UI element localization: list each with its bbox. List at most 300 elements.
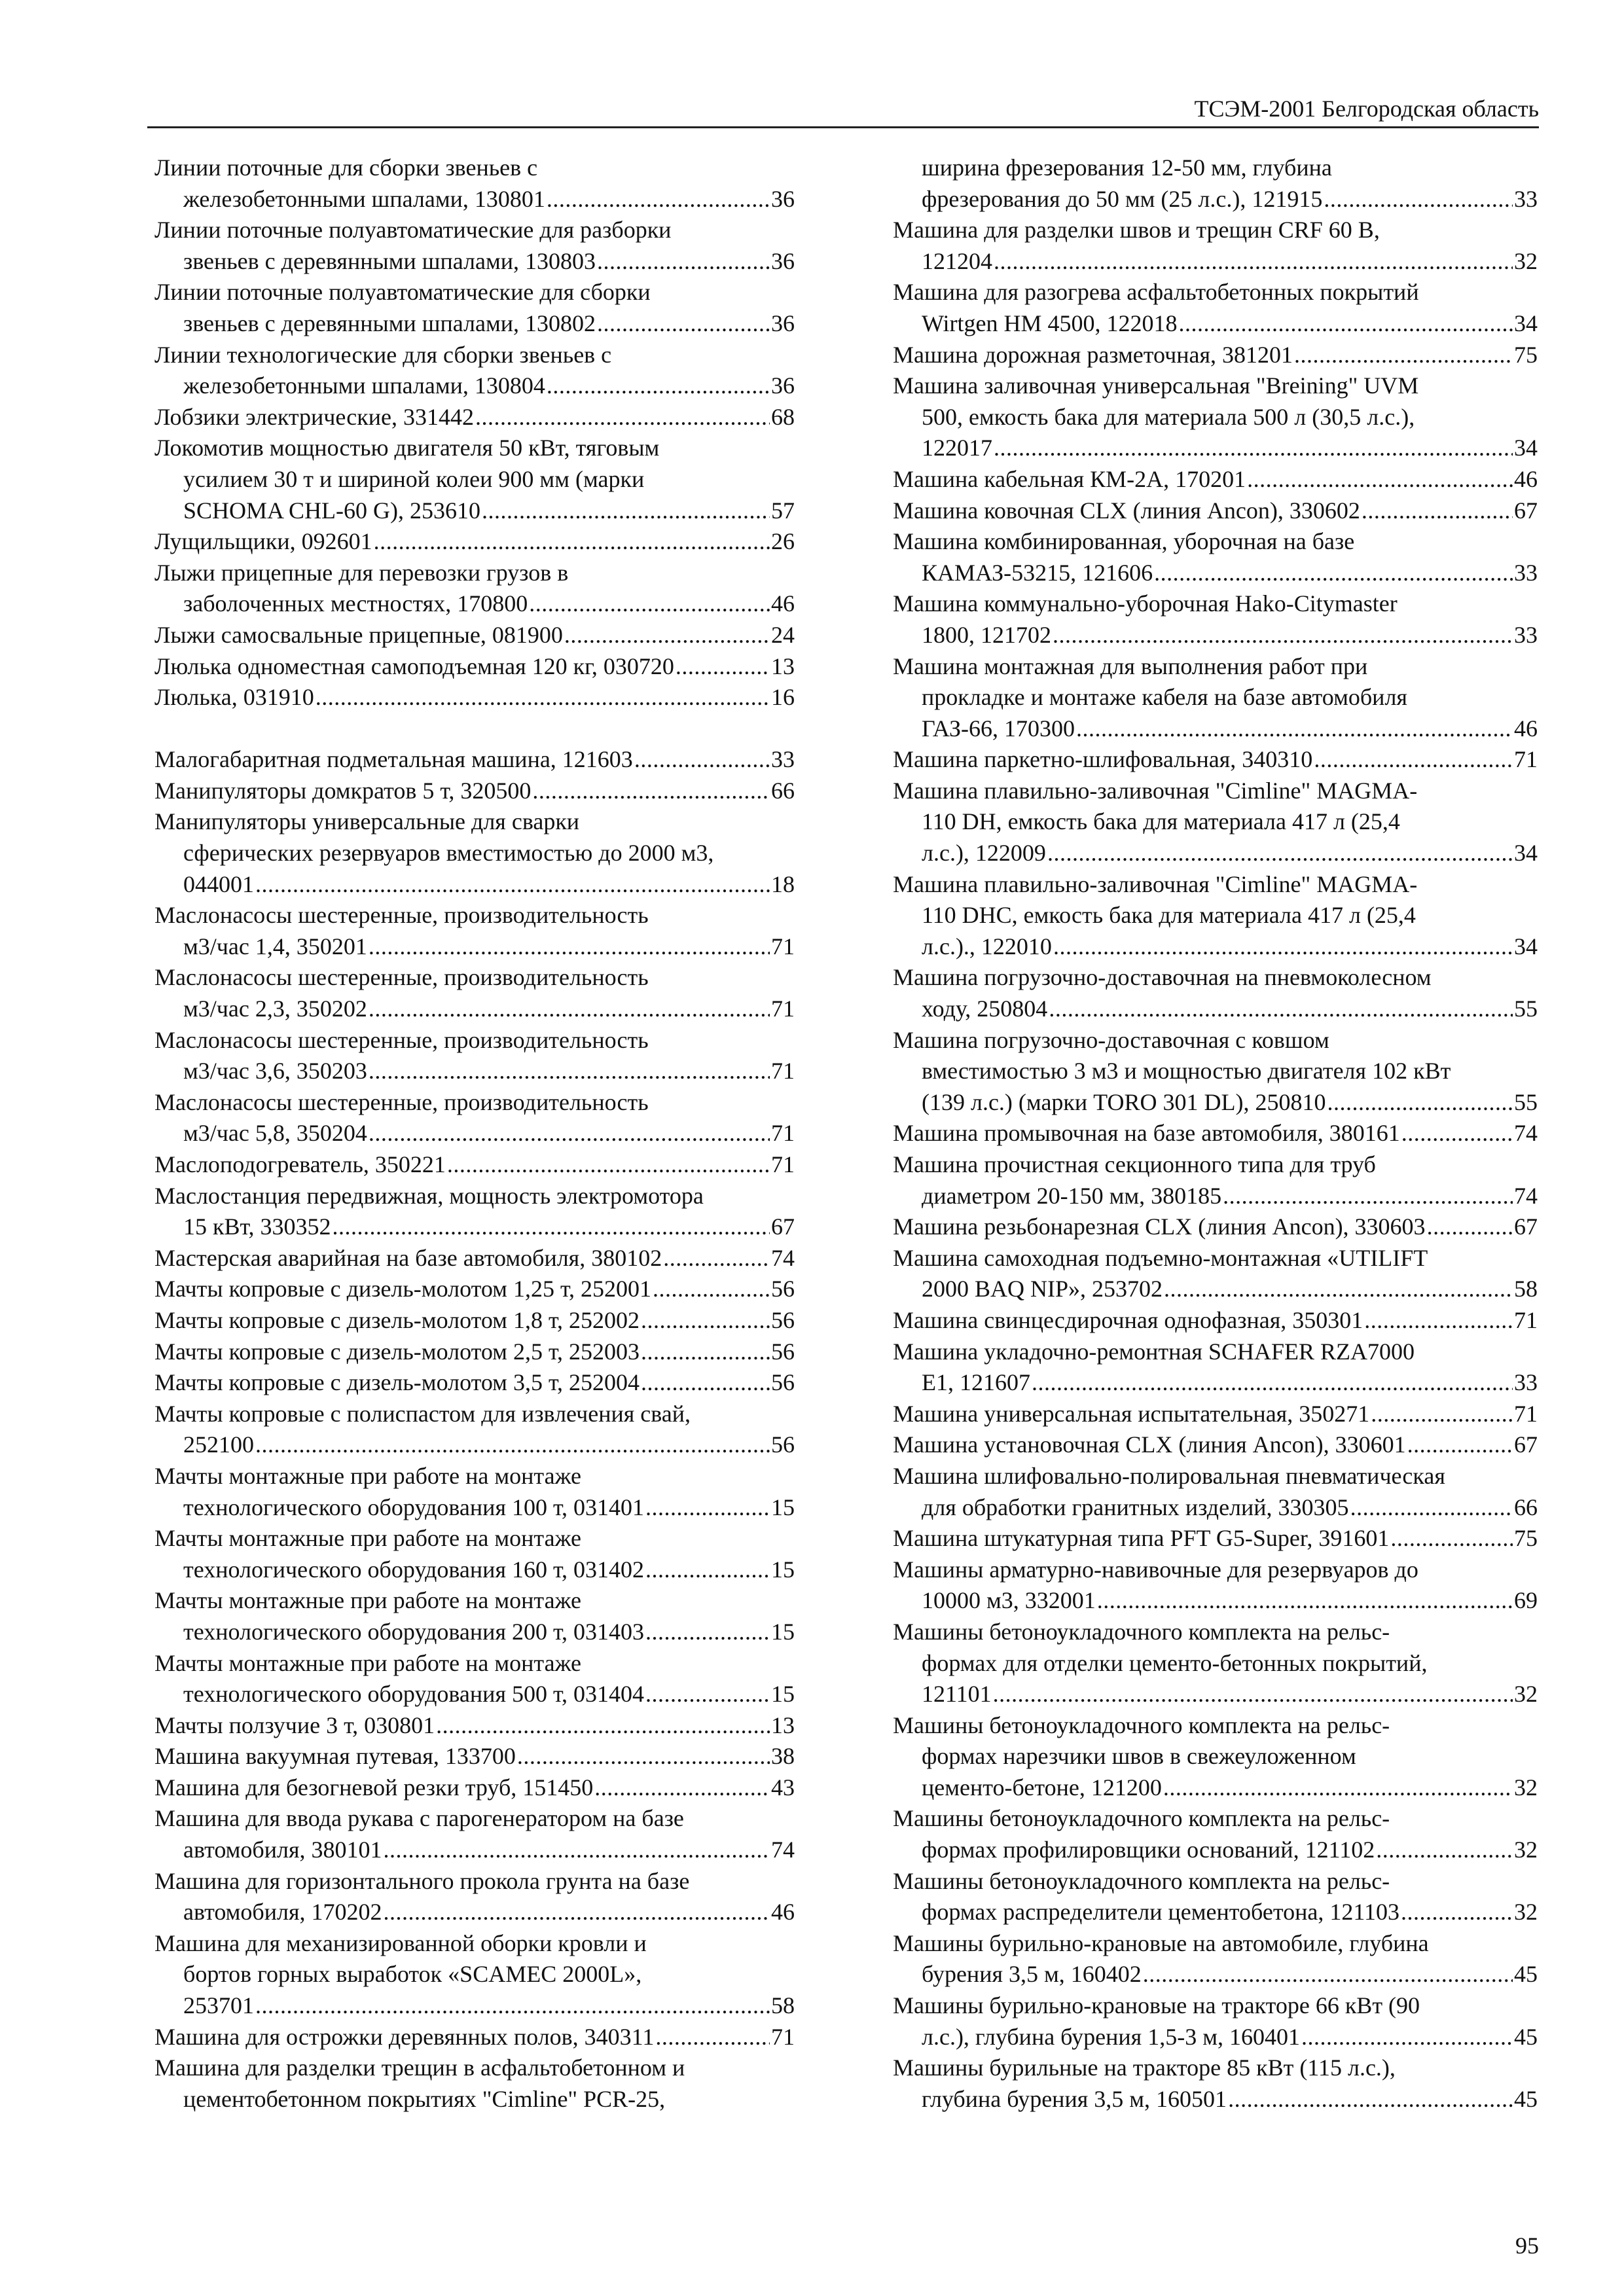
entry-leader-line: [893, 558, 1538, 589]
entry-page-number: 56: [771, 1369, 795, 1396]
entry-page-number: 32: [1514, 1899, 1538, 1926]
entry-title: м3/час 1,4, 350201: [183, 933, 367, 960]
index-entry: [154, 433, 795, 526]
dot-leader: [994, 246, 1513, 278]
entry-title: 121101: [922, 1681, 992, 1708]
dot-leader: [547, 184, 770, 215]
index-entry: [893, 370, 1538, 464]
entry-text-line: Машины бетоноукладочного комплекта на рельс-: [893, 1712, 1390, 1738]
entry-page-number: 58: [771, 1992, 795, 2019]
index-column-left: [154, 152, 795, 2115]
index-entry: [893, 1399, 1538, 1430]
dot-leader: [547, 370, 770, 402]
entry-leader-line: [893, 931, 1538, 963]
index-entry: [893, 526, 1538, 588]
entry-page-number: 56: [771, 1338, 795, 1365]
entry-page-number: 32: [1514, 247, 1538, 274]
entry-page-number: 58: [1514, 1276, 1538, 1302]
entry-page-number: 33: [1514, 185, 1538, 212]
entry-leader-line: [154, 931, 795, 963]
dot-leader: [255, 1429, 770, 1461]
index-entry: [893, 152, 1538, 215]
entry-title: ходу, 250804: [922, 996, 1048, 1022]
entry-page-number: 15: [771, 1618, 795, 1645]
entry-page-number: 32: [1514, 1681, 1538, 1708]
entry-title: бурения 3,5 м, 160402: [922, 1961, 1142, 1988]
entry-leader-line: [893, 1897, 1538, 1928]
dot-leader: [564, 620, 770, 651]
index-entry: [893, 1866, 1538, 1928]
dot-leader: [641, 1367, 770, 1399]
entry-leader-line: [893, 1492, 1538, 1524]
index-entry: [154, 1928, 795, 2022]
header-title: ТСЭМ-2001 Белгородская область: [1194, 96, 1539, 122]
entry-leader-line: [154, 526, 795, 558]
index-entry: [154, 1367, 795, 1399]
entry-leader-line: [893, 1959, 1538, 1990]
letter-section-gap: [154, 713, 795, 745]
entry-page-number: 69: [1514, 1587, 1538, 1614]
entry-leader-line: [893, 1367, 1538, 1399]
dot-leader: [1371, 1399, 1513, 1430]
entry-leader-line: [893, 620, 1538, 651]
dot-leader: [663, 1243, 770, 1274]
entry-leader-line: [154, 495, 795, 527]
index-entry: [154, 152, 795, 215]
entry-leader-line: [154, 184, 795, 215]
index-entry: [154, 1803, 795, 1865]
dot-leader: [645, 1679, 770, 1710]
entry-text-line: бортов горных выработок «SCAMEC 2000L»,: [183, 1961, 642, 1988]
entry-text-line: формах для отделки цементо-бетонных покрытий,: [922, 1649, 1428, 1676]
entry-title: Машина дорожная разметочная, 381201: [893, 341, 1293, 368]
entry-title: глубина бурения 3,5 м, 160501: [922, 2085, 1227, 2112]
entry-title: Лобзики электрические, 331442: [154, 403, 474, 430]
entry-leader-line: [154, 1305, 795, 1336]
entry-text-line: Машина для разогрева асфальтобетонных покрытий: [893, 279, 1419, 306]
entry-title: Машина свинцесдирочная однофазная, 350301: [893, 1306, 1363, 1333]
entry-title: цементо-бетоне, 121200: [922, 1774, 1162, 1801]
entry-text-line: усилием 30 т и шириной колеи 900 мм (марки: [183, 465, 645, 492]
index-entry: [154, 2053, 795, 2115]
dot-leader: [676, 651, 770, 683]
entry-title: Машина штукатурная типа PFT G5-Super, 391601: [893, 1525, 1390, 1552]
entry-page-number: 71: [771, 996, 795, 1022]
entry-title: 122017: [922, 435, 992, 461]
index-entry: [893, 869, 1538, 963]
entry-title: 044001: [183, 870, 254, 897]
entry-text-line: Машина самоходная подъемно-монтажная «UTILIFT: [893, 1244, 1428, 1271]
entry-text-line: Машины бурильно-крановые на тракторе 66 кВт (90: [893, 1992, 1420, 2019]
entry-title: Мастерская аварийная на базе автомобиля, 380102: [154, 1244, 662, 1271]
entry-title: заболоченных местностях, 170800: [183, 590, 528, 617]
entry-title: 1800, 121702: [922, 621, 1051, 648]
index-entry: [893, 588, 1538, 651]
entry-leader-line: [893, 1087, 1538, 1119]
entry-page-number: 34: [1514, 840, 1538, 867]
dot-leader: [1223, 1181, 1513, 1212]
entry-page-number: 43: [771, 1774, 795, 1801]
dot-leader: [374, 526, 770, 558]
entry-page-number: 71: [771, 2023, 795, 2050]
dot-leader: [532, 776, 770, 807]
entry-leader-line: [893, 1772, 1538, 1804]
entry-leader-line: [893, 744, 1538, 776]
entry-page-number: 75: [1514, 341, 1538, 368]
entry-title: диаметром 20-150 мм, 380185: [922, 1182, 1222, 1209]
dot-leader: [994, 433, 1513, 464]
entry-page-number: 71: [1514, 1400, 1538, 1427]
entry-page-number: 66: [1514, 1494, 1538, 1520]
entry-title: технологического оборудования 500 т, 031404: [183, 1681, 645, 1708]
entry-leader-line: [893, 495, 1538, 527]
entry-page-number: 15: [771, 1681, 795, 1708]
dot-leader: [1301, 2022, 1513, 2053]
entry-page-number: 68: [771, 403, 795, 430]
dot-leader: [1401, 1897, 1513, 1928]
entry-title: м3/час 5,8, 350204: [183, 1120, 367, 1147]
index-entry: [154, 776, 795, 807]
entry-leader-line: [893, 1585, 1538, 1617]
dot-leader: [1143, 1959, 1513, 1990]
entry-title: Мачты копровые с дизель-молотом 3,5 т, 252004: [154, 1369, 640, 1396]
entry-text-line: Машины бетоноукладочного комплекта на рельс-: [893, 1867, 1390, 1894]
index-entry: [154, 1181, 795, 1243]
index-entry: [154, 1336, 795, 1368]
entry-leader-line: [154, 1710, 795, 1742]
entry-text-line: Машина погрузочно-доставочная с ковшом: [893, 1026, 1329, 1053]
entry-leader-line: [893, 1305, 1538, 1336]
entry-title: формах профилировщики оснований, 121102: [922, 1837, 1375, 1863]
dot-leader: [1049, 994, 1513, 1025]
entry-leader-line: [154, 1835, 795, 1866]
index-entry: [893, 744, 1538, 776]
entry-text-line: 500, емкость бака для материала 500 л (30,5 л.с.),: [922, 403, 1415, 430]
entry-leader-line: [893, 246, 1538, 278]
entry-leader-line: [893, 464, 1538, 495]
index-entry: [893, 651, 1538, 745]
entry-text-line: Маслонасосы шестеренные, производительность: [154, 1026, 649, 1053]
entry-page-number: 34: [1514, 310, 1538, 336]
dot-leader: [645, 1617, 770, 1648]
entry-title: Мачты копровые с дизель-молотом 2,5 т, 252003: [154, 1338, 640, 1365]
entry-title: Машина паркетно-шлифовальная, 340310: [893, 746, 1313, 773]
index-entry: [154, 402, 795, 433]
entry-title: 252100: [183, 1431, 254, 1458]
entry-title: 253701: [183, 1992, 254, 2019]
entry-page-number: 26: [771, 528, 795, 555]
entry-text-line: Машина для разделки трещин в асфальтобетонном и: [154, 2054, 685, 2081]
dot-leader: [1179, 308, 1513, 340]
entry-page-number: 34: [1514, 933, 1538, 960]
index-entry: [154, 962, 795, 1024]
index-entry: [154, 900, 795, 962]
entry-text-line: Маслонасосы шестеренные, производительность: [154, 1088, 649, 1115]
entry-title: E1, 121607: [922, 1369, 1030, 1396]
entry-leader-line: [154, 2022, 795, 2053]
dot-leader: [1053, 620, 1513, 651]
entry-leader-line: [893, 1211, 1538, 1243]
index-entry: [154, 340, 795, 402]
entry-leader-line: [154, 402, 795, 433]
entry-leader-line: [154, 1211, 795, 1243]
dot-leader: [369, 994, 770, 1025]
entry-leader-line: [154, 869, 795, 901]
entry-page-number: 36: [771, 372, 795, 399]
entry-title: Мачты копровые с дизель-молотом 1,25 т, 252001: [154, 1276, 651, 1302]
entry-page-number: 74: [1514, 1120, 1538, 1147]
entry-title: Люлька, 031910: [154, 684, 314, 711]
entry-text-line: Машина комбинированная, уборочная на базе: [893, 528, 1355, 555]
entry-leader-line: [154, 588, 795, 620]
entry-leader-line: [893, 340, 1538, 371]
dot-leader: [1324, 184, 1513, 215]
index-entry: [154, 1087, 795, 1149]
index-entry: [893, 1617, 1538, 1710]
entry-title: ГАЗ-66, 170300: [922, 715, 1075, 742]
entry-page-number: 15: [771, 1494, 795, 1520]
entry-page-number: 32: [1514, 1774, 1538, 1801]
index-entry: [893, 1305, 1538, 1336]
entry-page-number: 13: [771, 1712, 795, 1738]
entry-text-line: вместимостью 3 м3 и мощностью двигателя 102 кВт: [922, 1058, 1451, 1085]
dot-leader: [653, 1274, 770, 1305]
index-entry: [154, 2022, 795, 2053]
entry-title: Лыжи самосвальные прицепные, 081900: [154, 621, 563, 648]
index-entry: [893, 1118, 1538, 1149]
entry-leader-line: [893, 1118, 1538, 1149]
entry-title: Машина универсальная испытательная, 350271: [893, 1400, 1370, 1427]
index-entry: [154, 277, 795, 339]
index-entry: [154, 1149, 795, 1181]
index-entry: [893, 1211, 1538, 1243]
index-entry: [893, 1336, 1538, 1399]
entry-text-line: Машина шлифовально-полировальная пневматическая: [893, 1462, 1445, 1489]
dot-leader: [384, 1897, 770, 1928]
index-entry: [154, 620, 795, 651]
entry-text-line: Машины бурильно-крановые на автомобиле, глубина: [893, 1929, 1429, 1956]
entry-leader-line: [893, 433, 1538, 464]
entry-text-line: Машины бурильные на тракторе 85 кВт (115 л.с.),: [893, 2054, 1396, 2081]
entry-leader-line: [154, 1243, 795, 1274]
index-entry: [154, 1399, 795, 1461]
dot-leader: [1247, 464, 1513, 495]
index-entry: [893, 776, 1538, 869]
dot-leader: [1350, 1492, 1513, 1524]
entry-page-number: 45: [1514, 1961, 1538, 1988]
entry-title: 121204: [922, 247, 992, 274]
dot-leader: [1376, 1835, 1513, 1866]
entry-page-number: 32: [1514, 1837, 1538, 1863]
entry-text-line: Машина монтажная для выполнения работ при: [893, 653, 1368, 679]
entry-leader-line: [893, 1274, 1538, 1305]
entry-page-number: 33: [771, 746, 795, 773]
entry-title: Лущильщики, 092601: [154, 528, 372, 555]
entry-title: SCHOMA CHL-60 G), 253610: [183, 497, 481, 524]
dot-leader: [594, 1772, 770, 1804]
entry-leader-line: [154, 1772, 795, 1804]
entry-title: Машина промывочная на базе автомобиля, 380161: [893, 1120, 1400, 1147]
entry-page-number: 71: [771, 933, 795, 960]
entry-title: Мачты копровые с дизель-молотом 1,8 т, 252002: [154, 1306, 640, 1333]
entry-page-number: 55: [1514, 1088, 1538, 1115]
entry-page-number: 67: [771, 1213, 795, 1240]
index-entry: [154, 1741, 795, 1772]
index-entry: [154, 1585, 795, 1647]
entry-leader-line: [154, 1741, 795, 1772]
dot-leader: [517, 1741, 770, 1772]
entry-title: м3/час 3,6, 350203: [183, 1058, 367, 1085]
entry-leader-line: [154, 1336, 795, 1368]
entry-title: для обработки гранитных изделий, 330305: [922, 1494, 1349, 1520]
entry-text-line: Машины арматурно-навивочные для резервуаров до: [893, 1556, 1418, 1583]
entry-leader-line: [893, 1835, 1538, 1866]
index-entry: [893, 215, 1538, 277]
entry-text-line: Манипуляторы универсальные для сварки: [154, 808, 580, 835]
index-entry: [893, 1803, 1538, 1865]
entry-page-number: 34: [1514, 435, 1538, 461]
entry-leader-line: [154, 1897, 795, 1928]
index-entry: [893, 277, 1538, 339]
index-entry: [893, 1429, 1538, 1461]
entry-page-number: 33: [1514, 559, 1538, 586]
index-entry: [154, 651, 795, 683]
entry-leader-line: [154, 620, 795, 651]
index-entry: [893, 1554, 1538, 1617]
entry-title: 2000 BAQ NIP», 253702: [922, 1276, 1163, 1302]
index-entry: [154, 1866, 795, 1928]
entry-title: Машина ковочная CLX (линия Ancon), 330602: [893, 497, 1360, 524]
entry-text-line: 110 DHC, емкость бака для материала 417 л (25,4: [922, 902, 1416, 929]
entry-leader-line: [893, 838, 1538, 869]
dot-leader: [1327, 1087, 1513, 1119]
entry-text-line: Машины бетоноукладочного комплекта на рельс-: [893, 1618, 1390, 1645]
index-entry: [893, 340, 1538, 371]
entry-title: Малогабаритная подметальная машина, 121603: [154, 746, 633, 773]
entry-page-number: 56: [771, 1276, 795, 1302]
entry-page-number: 71: [771, 1151, 795, 1177]
dot-leader: [1401, 1118, 1513, 1149]
index-entry: [154, 1523, 795, 1585]
index-entry: [893, 1025, 1538, 1119]
dot-leader: [369, 1118, 770, 1149]
entry-leader-line: [154, 1367, 795, 1399]
entry-title: технологического оборудования 100 т, 031401: [183, 1494, 645, 1520]
entry-leader-line: [154, 1118, 795, 1149]
entry-text-line: Лыжи прицепные для перевозки грузов в: [154, 559, 569, 586]
entry-leader-line: [154, 682, 795, 713]
entry-leader-line: [154, 1990, 795, 2022]
entry-page-number: 74: [771, 1244, 795, 1271]
index-entry: [154, 1710, 795, 1742]
entry-page-number: 16: [771, 684, 795, 711]
entry-page-number: 56: [771, 1431, 795, 1458]
entry-leader-line: [154, 744, 795, 776]
dot-leader: [475, 402, 770, 433]
index-entry: [893, 1928, 1538, 1990]
entry-title: железобетонными шпалами, 130801: [183, 185, 545, 212]
entry-page-number: 38: [771, 1743, 795, 1770]
entry-text-line: Машина прочистная секционного типа для труб: [893, 1151, 1376, 1177]
entry-title: звеньев с деревянными шпалами, 130802: [183, 310, 596, 336]
dot-leader: [1047, 838, 1513, 869]
dot-leader: [1164, 1274, 1513, 1305]
entry-text-line: Линии поточные полуавтоматические для разборки: [154, 217, 672, 243]
entry-leader-line: [154, 370, 795, 402]
entry-title: формах распределители цементобетона, 121103: [922, 1899, 1400, 1926]
entry-text-line: Машина заливочная универсальная "Breining" UVM: [893, 372, 1419, 399]
entry-text-line: Линии поточные для сборки звеньев с: [154, 154, 538, 181]
entry-page-number: 57: [771, 497, 795, 524]
entry-text-line: Машины бетоноукладочного комплекта на рельс-: [893, 1805, 1390, 1832]
entry-leader-line: [154, 994, 795, 1025]
entry-title: Машина резьбонарезная CLX (линия Ancon), 330603: [893, 1213, 1426, 1240]
index-entry: [893, 1149, 1538, 1211]
entry-page-number: 75: [1514, 1525, 1538, 1552]
entry-page-number: 67: [1514, 1213, 1538, 1240]
entry-title: Люлька одноместная самоподъемная 120 кг, 030720: [154, 653, 674, 679]
entry-title: Машина установочная CLX (линия Ancon), 330601: [893, 1431, 1406, 1458]
index-entry: [154, 1772, 795, 1804]
index-entry: [893, 1710, 1538, 1804]
entry-leader-line: [893, 1429, 1538, 1461]
index-entry: [154, 1274, 795, 1305]
entry-page-number: 56: [771, 1306, 795, 1333]
dot-leader: [316, 682, 770, 713]
index-entry: [154, 1243, 795, 1274]
entry-page-number: 67: [1514, 497, 1538, 524]
entry-page-number: 74: [1514, 1182, 1538, 1209]
index-entry: [154, 682, 795, 713]
entry-text-line: Машина для механизированной оборки кровли и: [154, 1929, 647, 1956]
entry-text-line: Мачты копровые с полиспастом для извлечения свай,: [154, 1400, 691, 1427]
entry-leader-line: [893, 184, 1538, 215]
entry-title: 10000 м3, 332001: [922, 1587, 1096, 1614]
entry-title: КАМАЗ-53215, 121606: [922, 559, 1153, 586]
index-entry: [154, 558, 795, 620]
entry-title: железобетонными шпалами, 130804: [183, 372, 545, 399]
dot-leader: [1407, 1429, 1513, 1461]
entry-text-line: Линии поточные полуавтоматические для сборки: [154, 279, 651, 306]
dot-leader: [1314, 744, 1513, 776]
entry-title: Манипуляторы домкратов 5 т, 320500: [154, 777, 532, 804]
entry-title: технологического оборудования 160 т, 031402: [183, 1556, 645, 1583]
entry-page-number: 45: [1514, 2023, 1538, 2050]
index-entry: [893, 962, 1538, 1024]
entry-title: Машина для безогневой резки труб, 151450: [154, 1774, 594, 1801]
entry-title: автомобиля, 170202: [183, 1899, 382, 1926]
entry-title: м3/час 2,3, 350202: [183, 996, 367, 1022]
entry-leader-line: [893, 994, 1538, 1025]
entry-page-number: 71: [771, 1120, 795, 1147]
index-entry: [154, 526, 795, 558]
entry-page-number: 15: [771, 1556, 795, 1583]
running-header: [147, 94, 1539, 128]
dot-leader: [641, 1305, 770, 1336]
entry-leader-line: [154, 246, 795, 278]
entry-title: л.с.), глубина бурения 1,5-3 м, 160401: [922, 2023, 1300, 2050]
dot-leader: [436, 1710, 770, 1742]
index-entry: [893, 1990, 1538, 2053]
entry-text-line: Маслонасосы шестеренные, производительность: [154, 902, 649, 929]
entry-page-number: 46: [1514, 465, 1538, 492]
entry-page-number: 46: [771, 590, 795, 617]
dot-leader: [255, 869, 770, 901]
dot-leader: [482, 495, 770, 527]
dot-leader: [1390, 1523, 1513, 1554]
entry-leader-line: [154, 1617, 795, 1648]
index-entry: [154, 744, 795, 776]
